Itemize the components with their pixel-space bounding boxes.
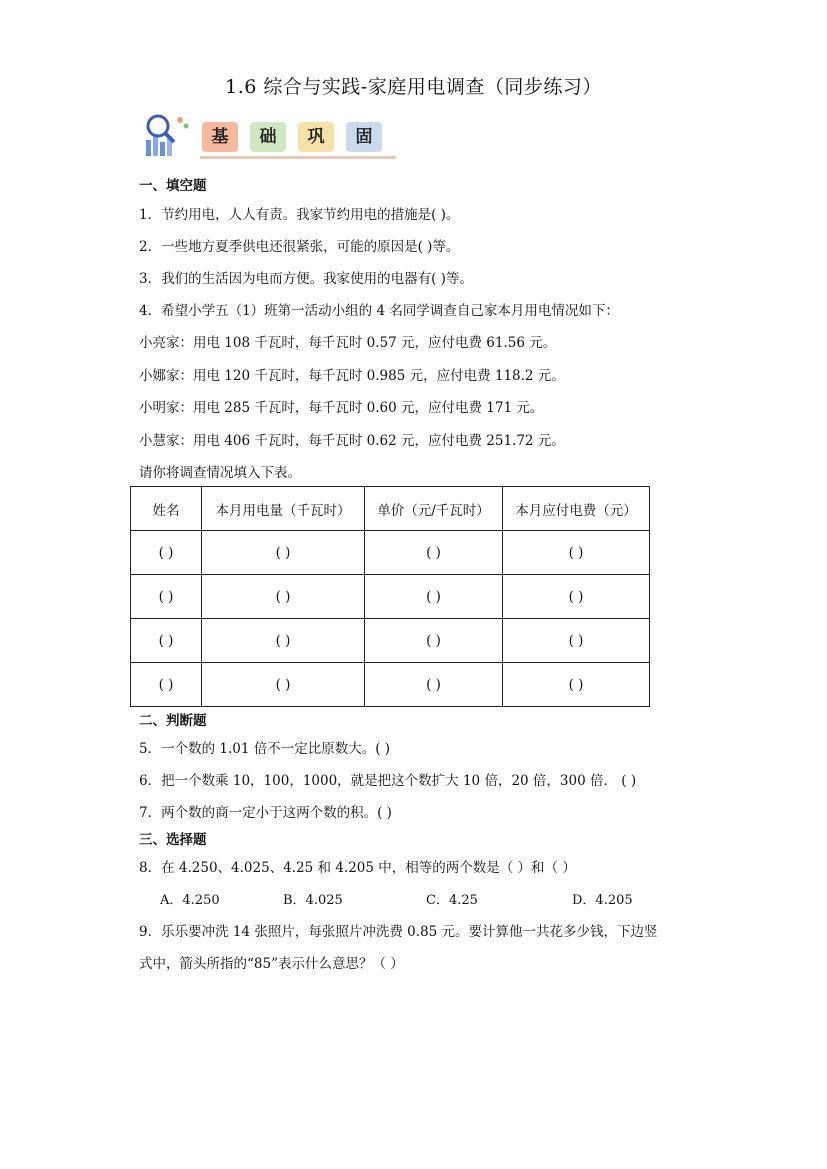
blank-cell: ( ) xyxy=(131,619,202,663)
banner-tile-4: 固 xyxy=(346,122,382,152)
blank-cell: ( ) xyxy=(503,531,650,575)
family-line-1: 小亮家：用电 108 千瓦时，每千瓦时 0.57 元，应付电费 61.56 元。 xyxy=(139,335,557,351)
question-6: 6．把一个数乘 10，100，1000，就是把这个数扩大 10 倍，20 倍，300 倍． ( ) xyxy=(139,773,637,789)
option-b: B．4.025 xyxy=(283,893,343,908)
table-row xyxy=(131,531,650,575)
blank-cell: ( ) xyxy=(131,531,202,575)
blank-cell: ( ) xyxy=(365,531,503,575)
magnifier-chart-icon xyxy=(140,112,194,160)
blank-cell: ( ) xyxy=(503,619,650,663)
blank-cell: ( ) xyxy=(202,619,365,663)
option-c: C．4.25 xyxy=(426,893,478,908)
header-fee: 本月应付电费（元） xyxy=(503,487,650,531)
table-instruction: 请你将调查情况填入下表。 xyxy=(139,465,301,481)
blank-cell: ( ) xyxy=(202,663,365,707)
blank-cell: ( ) xyxy=(365,619,503,663)
table-row xyxy=(131,619,650,663)
option-a: A．4.250 xyxy=(160,893,220,908)
table-header-row xyxy=(131,487,650,531)
blank-cell: ( ) xyxy=(131,575,202,619)
family-line-3: 小明家：用电 285 千瓦时，每千瓦时 0.60 元，应付电费 171 元。 xyxy=(139,400,544,416)
section-banner xyxy=(140,110,400,162)
blank-cell: ( ) xyxy=(131,663,202,707)
family-line-2: 小娜家：用电 120 千瓦时，每千瓦时 0.985 元，应付电费 118.2 元。 xyxy=(139,368,565,384)
question-8: 8．在 4.250、4.025、4.25 和 4.205 中，相等的两个数是（ ）和（ ） xyxy=(139,860,576,876)
blank-cell: ( ) xyxy=(202,575,365,619)
question-1: 1．节约用电，人人有责。我家节约用电的措施是( )。 xyxy=(139,207,460,223)
question-3: 3．我们的生活因为电而方便。我家使用的电器有( )等。 xyxy=(139,271,473,287)
blank-cell: ( ) xyxy=(202,531,365,575)
blank-cell: ( ) xyxy=(365,575,503,619)
question-4: 4．希望小学五（1）班第一活动小组的 4 名同学调查自己家本月用电情况如下： xyxy=(139,303,619,319)
survey-table xyxy=(130,486,650,707)
section-heading-judge: 二、判断题 xyxy=(139,713,207,729)
header-price: 单价（元/千瓦时） xyxy=(365,487,503,531)
question-9-line-2: 式中，箭头所指的“85”表示什么意思？（ ） xyxy=(139,956,404,972)
question-7: 7．两个数的商一定小于这两个数的积。( ) xyxy=(139,805,392,821)
section-heading-fill: 一、填空题 xyxy=(139,178,207,194)
question-2: 2．一些地方夏季供电还很紧张，可能的原因是( )等。 xyxy=(139,239,460,255)
family-line-4: 小慧家：用电 406 千瓦时，每千瓦时 0.62 元，应付电费 251.72 元。 xyxy=(139,433,565,449)
blank-cell: ( ) xyxy=(503,663,650,707)
question-9-line-1: 9．乐乐要冲洗 14 张照片，每张照片冲洗费 0.85 元。要计算他一共花多少钱，下边竖 xyxy=(139,924,658,940)
blank-cell: ( ) xyxy=(365,663,503,707)
banner-tile-2: 础 xyxy=(250,122,286,152)
option-d: D．4.205 xyxy=(572,893,633,908)
blank-cell: ( ) xyxy=(503,575,650,619)
table-row xyxy=(131,663,650,707)
question-5: 5．一个数的 1.01 倍不一定比原数大。( ) xyxy=(139,741,391,757)
header-usage: 本月用电量（千瓦时） xyxy=(202,487,365,531)
header-name: 姓名 xyxy=(131,487,202,531)
table-row xyxy=(131,575,650,619)
banner-tile-3: 巩 xyxy=(298,122,334,152)
page-title: 1.6 综合与实践-家庭用电调查（同步练习） xyxy=(225,76,602,98)
section-heading-choice: 三、选择题 xyxy=(139,832,207,848)
banner-tile-1: 基 xyxy=(202,122,238,152)
